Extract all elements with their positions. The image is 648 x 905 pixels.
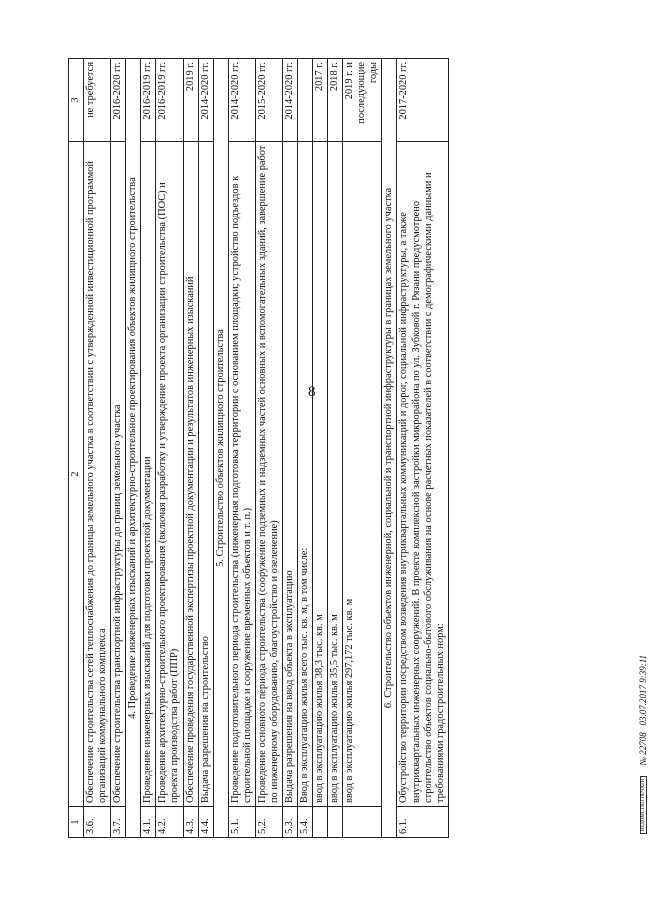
document-footer <box>638 655 648 834</box>
document-number: № 22708 <box>638 732 648 766</box>
row-term: 2017-2020 гг. <box>397 59 448 142</box>
row-term: 2018 г. <box>328 59 343 142</box>
row-term: не требуется <box>84 59 111 142</box>
section-heading: 5. Строительство объектов жилищного строительства <box>213 59 228 838</box>
document-datetime: 03.07.2017 9:39:11 <box>638 654 648 726</box>
header-col-description: 2 <box>69 142 84 807</box>
row-description: ввод в эксплуатацию жилья 297,172 тыс. кв. м <box>343 142 382 807</box>
table-row <box>397 59 448 838</box>
row-description: ввод в эксплуатацию жилья 35,5 тыс. кв. м <box>328 142 343 807</box>
table-row <box>313 59 328 838</box>
header-col-term: 3 <box>69 59 84 142</box>
row-number <box>343 807 382 838</box>
row-term: 2019 г. и последующие годы <box>343 59 382 142</box>
row-term: 2016-2019 гг. <box>156 59 183 142</box>
table-row <box>282 59 297 838</box>
row-description: ввод в эксплуатацию жилья 38,3 тыс. кв. м <box>313 142 328 807</box>
header-row <box>69 59 84 838</box>
rotated-page-content <box>68 58 648 838</box>
row-term: 2017 г. <box>313 59 328 142</box>
row-term: 2016-2020 гг. <box>111 59 126 142</box>
row-number: 4.2. <box>156 807 183 838</box>
section-heading-row <box>382 59 397 838</box>
schedule-table <box>68 58 449 838</box>
row-term <box>298 59 313 142</box>
table-row <box>141 59 156 838</box>
row-term: 2019 г. <box>183 59 198 142</box>
table-row <box>156 59 183 838</box>
table-row <box>228 59 255 838</box>
row-number: 3.6. <box>84 807 111 838</box>
row-description: Обеспечение проведения государственной экспертизы проектной документации и результатов инженерных изысканий <box>183 142 198 807</box>
row-term: 2016-2019 гг. <box>141 59 156 142</box>
row-description: Ввод в эксплуатацию жилья всего тыс. кв. м, в том числе: <box>298 142 313 807</box>
row-term: 2015-2020 гг. <box>255 59 282 142</box>
section-heading: 4. Проведение инженерных изысканий и архитектурно-строительное проектирования объектов жилищного строительства <box>126 59 141 838</box>
row-description: Проведение основного периода строительства (сооружение подземных и надземных частей основных и вспомогательных зданий, завершение работ по инженерному оборудованию, благоустройство и озеленение) <box>255 142 282 807</box>
row-number: 4.1. <box>141 807 156 838</box>
table-row <box>111 59 126 838</box>
row-number <box>313 807 328 838</box>
row-number: 4.3. <box>183 807 198 838</box>
table-row <box>84 59 111 838</box>
row-description: Обустройство территории посредством возведения внутриквартальных коммуникаций и дорог, социальной инфраструктуры, а также внутриквартальных инженерных сооружений. В проекте комплексной застройки микрорайона по ул. Зубковой г. Рязани предусмотрено строительство объектов социально-бытового обслуживания на основе расчетных показателей в соответствии с демографическими данными и требованиями градостроительных норм: <box>397 142 448 807</box>
row-number: 5.1. <box>228 807 255 838</box>
table-row <box>328 59 343 838</box>
table-row <box>298 59 313 838</box>
section-heading: 6. Строительство объектов инженерной, социальной и транспортной инфраструктуры в границах земельного участка <box>382 59 397 838</box>
row-term: 2014-2020 гг. <box>228 59 255 142</box>
row-description: Обеспечение строительства транспортной инфраструктуры до границ земельного участка <box>111 142 126 807</box>
registry-stamp: ВЕДОМСТВО ПЕЧАТИ <box>640 776 647 834</box>
row-description: Проведение подготовительного периода строительства (инженерная подготовка территории с основанием площадки; устройство подъездов к строительной площадке и сооружение временных объектов и т. п.) <box>228 142 255 807</box>
row-description: Проведение архитектурно-строительного проектирования (включая разработку и утверждение проекта организации строительства (ПОС) и проекта производства работ (ППР) <box>156 142 183 807</box>
row-description: Выдача разрешения на строительство <box>198 142 213 807</box>
row-number: 5.3. <box>282 807 297 838</box>
header-col-number: 1 <box>69 807 84 838</box>
row-number: 4.4. <box>198 807 213 838</box>
table-row <box>343 59 382 838</box>
row-number: 5.2. <box>255 807 282 838</box>
section-heading-row <box>213 59 228 838</box>
row-term: 2014-2020 гг. <box>282 59 297 142</box>
row-description: Обеспечение строительства сетей теплоснабжения до границы земельного участка в соответствии с утвержденной инвестиционной программой организаций коммунального комплекса <box>84 142 111 807</box>
table-row <box>198 59 213 838</box>
row-number: 5.4. <box>298 807 313 838</box>
row-number: 3.7. <box>111 807 126 838</box>
row-description: Выдача разрешения на ввод объекта в эксплуатацию <box>282 142 297 807</box>
page-number: 8 <box>308 384 316 400</box>
row-term: 2014-2020 гг. <box>198 59 213 142</box>
table-row <box>255 59 282 838</box>
table-row <box>183 59 198 838</box>
row-number <box>328 807 343 838</box>
section-heading-row <box>126 59 141 838</box>
row-description: Проведение инженерных изысканий для подготовки проектной документации <box>141 142 156 807</box>
row-number: 6.1. <box>397 807 448 838</box>
